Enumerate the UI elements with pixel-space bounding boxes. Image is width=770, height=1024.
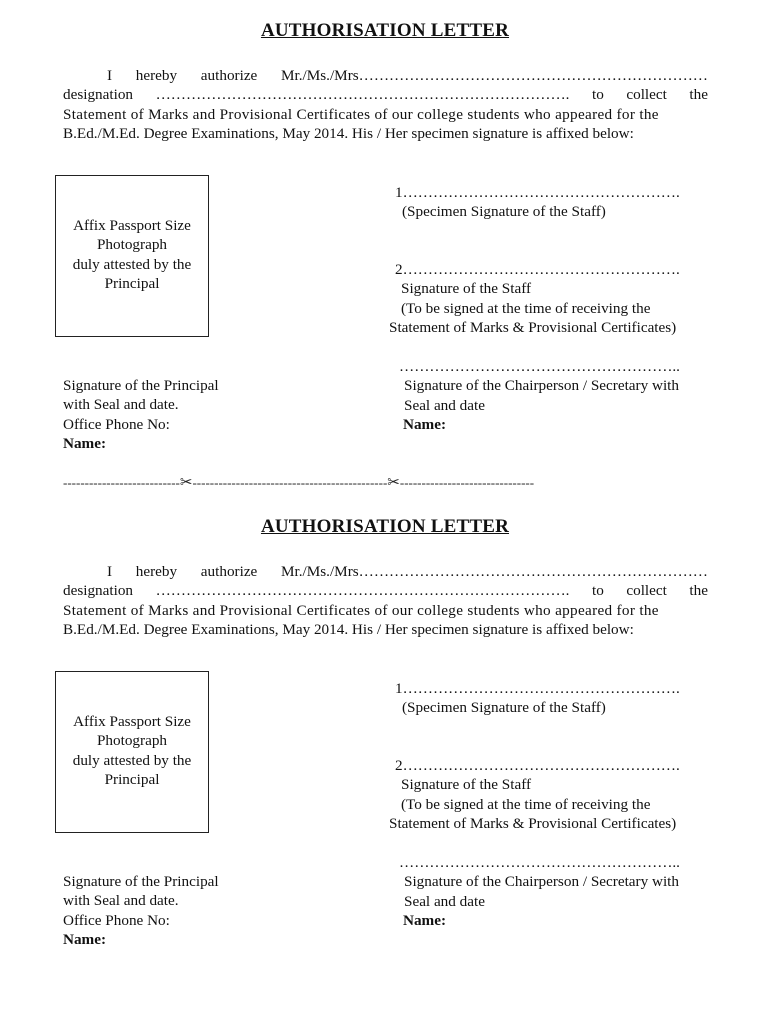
paragraph-line-1: I hereby authorize Mr./Ms./Mrs…………………………………………………………… — [107, 563, 708, 580]
signature-caption: (Specimen Signature of the Staff) — [402, 203, 606, 221]
signature-caption: (Specimen Signature of the Staff) — [402, 699, 606, 717]
principal-signature-block: Signature of the Principal with Seal and date. Office Phone No: Name: — [63, 873, 219, 948]
signature-caption: Signature of the Staff — [401, 776, 532, 794]
letter-title: AUTHORISATION LETTER — [260, 516, 510, 537]
designation-blank: ………………………………………………………………………. — [155, 582, 570, 600]
signature-caption: Signature of the Staff — [401, 280, 532, 298]
cut-line: ---------------------------✂---------------------------------------------✂------------------------------- — [63, 475, 535, 491]
chairperson-name-label: Name: — [403, 415, 447, 433]
paragraph-line-1: I hereby authorize Mr./Ms./Mrs…………………………………………………………… — [107, 67, 708, 84]
name-blank: Mr./Ms./Mrs…………………………………………………………… — [281, 563, 708, 580]
chairperson-signature-block: ……………………………………………….. Signature of the Chairperson / Secretary with Seal and date Name: — [399, 358, 680, 433]
signature-note: Statement of Marks & Provisional Certificates) — [389, 814, 677, 832]
scissors-icon: ✂ — [387, 475, 400, 491]
passport-photo-box — [55, 175, 209, 337]
authorisation-letter-1 — [0, 0, 770, 470]
specimen-signature-1 — [395, 679, 680, 718]
signature-note: Statement of Marks & Provisional Certificates) — [389, 318, 677, 336]
principal-signature-block: Signature of the Principal with Seal and date. Office Phone No: Name: — [63, 377, 219, 452]
photo-instructions: Affix Passport Size Photograph duly attested by the Principal — [72, 217, 192, 293]
name-blank: Mr./Ms./Mrs…………………………………………………………… — [281, 67, 708, 84]
signature-line: 1………………………………………………. — [395, 184, 680, 201]
signature-line: 1………………………………………………. — [395, 680, 680, 697]
designation-blank: ………………………………………………………………………. — [155, 86, 570, 104]
signature-line: 2………………………………………………. — [395, 757, 680, 774]
signature-note: (To be signed at the time of receiving the — [401, 299, 651, 317]
specimen-signature-1 — [395, 183, 680, 222]
paragraph-line-2: designation ………………………………………………………………………. to collect the — [63, 582, 708, 600]
signature-line: ……………………………………………….. — [399, 854, 680, 871]
authorisation-paragraph — [63, 562, 708, 639]
principal-name-label: Name: — [63, 930, 107, 948]
specimen-signature-2 — [389, 260, 680, 337]
paragraph-line-4: B.Ed./M.Ed. Degree Examinations, May 2014. His / Her specimen signature is affixed below: — [63, 620, 634, 638]
signature-note: (To be signed at the time of receiving the — [401, 795, 651, 813]
paragraph-line-4: B.Ed./M.Ed. Degree Examinations, May 2014. His / Her specimen signature is affixed below: — [63, 124, 634, 142]
principal-name-label: Name: — [63, 434, 107, 452]
scissors-icon: ✂ — [179, 475, 193, 491]
paragraph-line-3: Statement of Marks and Provisional Certificates of our college students who appeared for the — [63, 601, 659, 619]
letter-title: AUTHORISATION LETTER — [260, 20, 510, 41]
chairperson-name-label: Name: — [403, 911, 447, 929]
photo-instructions: Affix Passport Size Photograph duly attested by the Principal — [72, 713, 192, 789]
authorisation-letter-2 — [0, 496, 770, 966]
signature-line: 2………………………………………………. — [395, 261, 680, 278]
paragraph-line-3: Statement of Marks and Provisional Certificates of our college students who appeared for the — [63, 105, 659, 123]
passport-photo-box — [55, 671, 209, 833]
paragraph-line-2: designation ………………………………………………………………………. to collect the — [63, 86, 708, 104]
specimen-signature-2 — [389, 756, 680, 833]
authorisation-paragraph — [63, 66, 708, 143]
chairperson-signature-block: ……………………………………………….. Signature of the Chairperson / Secretary with Seal and date Name: — [399, 854, 680, 929]
signature-line: ……………………………………………….. — [399, 358, 680, 375]
